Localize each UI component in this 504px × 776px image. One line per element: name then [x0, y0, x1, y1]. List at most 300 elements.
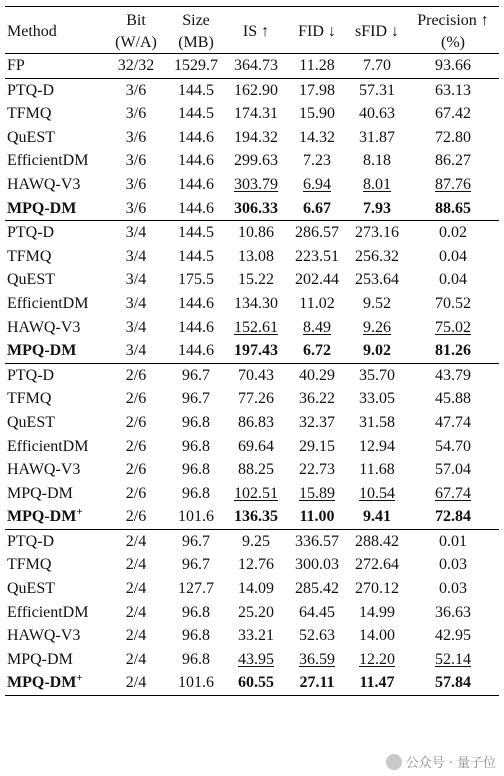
cell-is-text: 14.09: [238, 580, 274, 598]
cell-is: [225, 411, 287, 435]
cell-sfid-text: 273.16: [355, 224, 399, 242]
cell-fid-text: 11.28: [299, 57, 335, 74]
cell-method-text: EfficientDM: [7, 152, 89, 170]
cell-size-text: 144.6: [178, 175, 214, 193]
cell-is-text: 194.32: [234, 128, 278, 146]
cell-size-text: 1529.7: [174, 57, 218, 74]
cell-bit: [105, 102, 167, 126]
cell-sfid: [347, 221, 407, 245]
cell-is: [225, 505, 287, 529]
cell-sfid-text: 40.63: [359, 105, 395, 123]
cell-size-text: 96.8: [182, 484, 210, 502]
cell-sfid-text: 7.93: [363, 199, 391, 217]
table-row: [5, 577, 499, 601]
cell-precision-text: 81.26: [435, 342, 471, 360]
cell-is-text: 299.63: [234, 152, 278, 170]
cell-bit: [105, 482, 167, 506]
cell-bit-text: 3/4: [125, 271, 147, 289]
cell-fid: [287, 221, 347, 245]
cell-bit: [105, 387, 167, 411]
cell-fid-text: 300.03: [295, 556, 339, 574]
cell-size-text: 101.6: [178, 674, 214, 692]
header-row-1: [5, 7, 499, 32]
cell-precision-text: 0.04: [439, 247, 467, 265]
cell-bit-text: 3/6: [125, 152, 147, 170]
cell-fid: [287, 577, 347, 601]
cell-sfid: [347, 529, 407, 553]
cell-fid-text: 32.37: [299, 413, 335, 431]
cell-bit: [105, 149, 167, 173]
cell-precision-text: 0.04: [439, 271, 467, 289]
cell-sfid: [347, 624, 407, 648]
cell-fid: [287, 173, 347, 197]
header-precision: Precision ↑: [407, 7, 499, 32]
cell-is-text: 70.43: [238, 366, 274, 384]
cell-method-text: HAWQ-V3: [7, 175, 81, 193]
cell-bit: [105, 505, 167, 529]
cell-bit-text: 2/4: [125, 674, 147, 692]
cell-sfid-text: 270.12: [355, 580, 399, 598]
cell-sfid-text: 11.68: [359, 461, 395, 479]
cell-size: [167, 387, 225, 411]
cell-method: [5, 126, 105, 150]
cell-method: [5, 292, 105, 316]
cell-is: [225, 529, 287, 553]
cell-method: [5, 387, 105, 411]
cell-bit: [105, 529, 167, 553]
cell-precision: [407, 173, 499, 197]
cell-bit: [105, 411, 167, 435]
cell-sfid: [347, 601, 407, 625]
table-row: [5, 458, 499, 482]
header-size-unit: (MB): [178, 33, 214, 51]
cell-fid: [287, 339, 347, 363]
cell-precision-text: 57.84: [435, 674, 471, 692]
cell-fid-text: 17.98: [299, 81, 335, 99]
table-row: [5, 505, 499, 529]
cell-fid: [287, 624, 347, 648]
cell-bit-text: 2/6: [125, 413, 147, 431]
wechat-logo-icon: [386, 754, 402, 770]
cell-fid-text: 64.45: [299, 603, 335, 621]
cell-precision: [407, 292, 499, 316]
cell-is-text: 86.83: [238, 413, 274, 431]
cell-size-text: 144.6: [178, 199, 214, 217]
cell-method-text: QuEST: [7, 580, 55, 598]
cell-is: [225, 458, 287, 482]
cell-sfid: [347, 245, 407, 269]
cell-bit-text: 2/6: [125, 508, 147, 526]
cell-bit: [105, 553, 167, 577]
cell-method-text: TFMQ: [7, 105, 52, 123]
cell-method: [5, 78, 105, 102]
cell-bit-text: 3/4: [125, 247, 147, 265]
cell-size: [167, 624, 225, 648]
cell-is: [225, 78, 287, 102]
cell-precision: [407, 482, 499, 506]
cell-size: [167, 54, 225, 79]
cell-size: [167, 292, 225, 316]
cell-sfid: [347, 505, 407, 529]
cell-bit: [105, 245, 167, 269]
cell-fid-text: 285.42: [295, 580, 339, 598]
table-row: [5, 245, 499, 269]
method-superscript: +: [76, 506, 83, 519]
cell-is: [225, 435, 287, 459]
cell-fid: [287, 245, 347, 269]
cell-size-text: 144.5: [178, 105, 214, 123]
cell-bit-text: 3/4: [125, 224, 147, 242]
cell-method: [5, 458, 105, 482]
cell-precision: [407, 221, 499, 245]
cell-bit-text: 2/4: [125, 580, 147, 598]
watermark-text: 公众号 · 量子位: [405, 756, 496, 771]
cell-sfid-text: 272.64: [355, 556, 399, 574]
cell-is-text: 77.26: [238, 390, 274, 408]
cell-method: [5, 173, 105, 197]
cell-size-text: 96.8: [182, 650, 210, 668]
cell-is: [225, 102, 287, 126]
cell-sfid-text: 31.58: [359, 413, 395, 431]
cell-fid-text: 36.22: [299, 390, 335, 408]
cell-sfid: [347, 292, 407, 316]
cell-precision-text: 42.95: [435, 627, 471, 645]
cell-size: [167, 601, 225, 625]
cell-fid-text: 15.90: [299, 105, 335, 123]
cell-method-text: QuEST: [7, 413, 55, 431]
cell-precision-text: 52.14: [435, 650, 471, 668]
cell-method: [5, 435, 105, 459]
cell-size-text: 144.6: [178, 152, 214, 170]
cell-size-text: 175.5: [178, 271, 214, 289]
cell-precision-text: 54.70: [435, 437, 471, 455]
cell-method: [5, 363, 105, 387]
cell-is: [225, 54, 287, 79]
cell-bit: [105, 601, 167, 625]
cell-method-text: QuEST: [7, 128, 55, 146]
table-row: [5, 221, 499, 245]
cell-bit: [105, 363, 167, 387]
table-row: [5, 553, 499, 577]
cell-precision-text: 87.76: [435, 175, 471, 193]
cell-precision-text: 57.04: [435, 461, 471, 479]
cell-sfid: [347, 126, 407, 150]
table-row: [5, 435, 499, 459]
cell-is: [225, 363, 287, 387]
cell-fid-text: 29.15: [299, 437, 335, 455]
cell-size: [167, 245, 225, 269]
cell-precision: [407, 458, 499, 482]
cell-sfid-text: 10.54: [359, 484, 395, 502]
cell-sfid: [347, 54, 407, 79]
cell-precision-text: 67.74: [435, 484, 471, 502]
cell-fid: [287, 458, 347, 482]
cell-is: [225, 292, 287, 316]
cell-fid: [287, 411, 347, 435]
cell-method-text: HAWQ-V3: [7, 318, 81, 336]
table-row: [5, 316, 499, 340]
cell-size: [167, 149, 225, 173]
cell-method: [5, 268, 105, 292]
cell-precision-text: 0.03: [439, 556, 467, 574]
cell-method-text: PTQ-D: [7, 81, 55, 99]
cell-size-text: 96.7: [182, 556, 210, 574]
cell-sfid: [347, 577, 407, 601]
cell-sfid: [347, 411, 407, 435]
cell-size: [167, 458, 225, 482]
cell-sfid-text: 7.70: [363, 57, 391, 74]
cell-bit: [105, 316, 167, 340]
cell-fid-text: 40.29: [299, 366, 335, 384]
cell-is-text: 197.43: [234, 342, 278, 360]
cell-size: [167, 221, 225, 245]
cell-is: [225, 577, 287, 601]
cell-method-text: FP: [7, 57, 25, 74]
cell-size-text: 96.7: [182, 390, 210, 408]
cell-is: [225, 387, 287, 411]
table-row: [5, 601, 499, 625]
cell-method-text: PTQ-D: [7, 366, 55, 384]
cell-size: [167, 173, 225, 197]
cell-is: [225, 268, 287, 292]
cell-method-text: TFMQ: [7, 556, 52, 574]
header-fid: FID ↓: [287, 7, 347, 54]
header-method: Method: [5, 7, 105, 54]
cell-bit-text: 2/6: [125, 484, 147, 502]
cell-precision: [407, 505, 499, 529]
cell-size-text: 96.8: [182, 437, 210, 455]
cell-fid: [287, 648, 347, 672]
cell-bit-text: 3/4: [125, 294, 147, 312]
cell-is-text: 303.79: [234, 175, 278, 193]
cell-is-text: 25.20: [238, 603, 274, 621]
header-sfid: sFID ↓: [347, 7, 407, 54]
cell-fid: [287, 149, 347, 173]
cell-size-text: 96.8: [182, 627, 210, 645]
cell-fid: [287, 316, 347, 340]
cell-precision-text: 0.01: [439, 532, 467, 550]
cell-size: [167, 102, 225, 126]
header-bit: Bit: [105, 7, 167, 32]
cell-method-text: MPQ-DM: [7, 650, 73, 668]
cell-method: [5, 553, 105, 577]
cell-is-text: 15.22: [238, 271, 274, 289]
cell-bit-text: 2/6: [125, 366, 147, 384]
cell-is: [225, 482, 287, 506]
cell-method-text: MPQ-DM: [7, 342, 77, 360]
table-row: [5, 102, 499, 126]
table-row: [5, 149, 499, 173]
header-bit-unit: (W/A): [115, 33, 157, 51]
cell-fid: [287, 553, 347, 577]
cell-method: [5, 54, 105, 79]
cell-sfid: [347, 339, 407, 363]
cell-size: [167, 316, 225, 340]
cell-fid-text: 52.63: [299, 627, 335, 645]
cell-fid-text: 6.67: [303, 199, 331, 217]
cell-bit: [105, 624, 167, 648]
cell-method-text: PTQ-D: [7, 224, 55, 242]
cell-fid-text: 286.57: [295, 224, 339, 242]
cell-precision: [407, 577, 499, 601]
cell-sfid-text: 14.00: [359, 627, 395, 645]
cell-precision-text: 63.13: [435, 81, 471, 99]
cell-is: [225, 339, 287, 363]
cell-method: [5, 102, 105, 126]
cell-size: [167, 648, 225, 672]
cell-sfid-text: 9.02: [363, 342, 391, 360]
cell-bit-text: 2/6: [125, 390, 147, 408]
cell-method: [5, 245, 105, 269]
cell-method-text: HAWQ-V3: [7, 461, 81, 479]
cell-precision: [407, 197, 499, 221]
cell-precision-text: 93.66: [435, 57, 471, 74]
cell-bit: [105, 577, 167, 601]
cell-bit-text: 2/4: [125, 556, 147, 574]
cell-method-text: MPQ-DM: [7, 199, 77, 217]
cell-fid: [287, 671, 347, 695]
cell-size-text: 127.7: [178, 580, 214, 598]
cell-precision-text: 0.03: [439, 580, 467, 598]
cell-is: [225, 671, 287, 695]
cell-size-text: 96.8: [182, 413, 210, 431]
cell-precision-text: 86.27: [435, 152, 471, 170]
cell-bit-text: 3/4: [125, 342, 147, 360]
cell-bit-text: 3/4: [125, 318, 147, 336]
table-row: [5, 197, 499, 221]
cell-sfid-text: 8.18: [363, 152, 391, 170]
table-row: [5, 363, 499, 387]
table-row: [5, 126, 499, 150]
table-row: [5, 173, 499, 197]
cell-size-text: 101.6: [178, 508, 214, 526]
cell-sfid: [347, 173, 407, 197]
cell-size-text: 96.7: [182, 532, 210, 550]
cell-precision-text: 0.02: [439, 224, 467, 242]
cell-is-text: 134.30: [234, 294, 278, 312]
cell-sfid-text: 288.42: [355, 532, 399, 550]
cell-size: [167, 505, 225, 529]
cell-sfid: [347, 387, 407, 411]
cell-precision-text: 36.63: [435, 603, 471, 621]
cell-sfid: [347, 458, 407, 482]
cell-bit: [105, 221, 167, 245]
cell-bit: [105, 339, 167, 363]
cell-bit-text: 2/6: [125, 461, 147, 479]
watermark: [386, 752, 496, 771]
cell-method: [5, 339, 105, 363]
cell-sfid-text: 9.52: [363, 294, 391, 312]
table-row: [5, 339, 499, 363]
cell-precision-text: 45.88: [435, 390, 471, 408]
cell-fid: [287, 505, 347, 529]
cell-method: [5, 149, 105, 173]
cell-size-text: 144.5: [178, 247, 214, 265]
cell-precision-text: 72.80: [435, 128, 471, 146]
cell-method: [5, 529, 105, 553]
cell-is-text: 33.21: [238, 627, 274, 645]
cell-sfid: [347, 268, 407, 292]
cell-precision: [407, 624, 499, 648]
cell-fid-text: 11.00: [299, 508, 335, 526]
cell-size: [167, 268, 225, 292]
cell-fid: [287, 126, 347, 150]
cell-method: [5, 624, 105, 648]
cell-sfid: [347, 648, 407, 672]
cell-is-text: 69.64: [238, 437, 274, 455]
cell-size-text: 144.6: [178, 128, 214, 146]
cell-bit-text: 3/6: [125, 175, 147, 193]
cell-fid-text: 8.49: [303, 318, 331, 336]
cell-sfid-text: 253.64: [355, 271, 399, 289]
cell-sfid-text: 12.94: [359, 437, 395, 455]
cell-bit-text: 2/4: [125, 627, 147, 645]
cell-bit-text: 32/32: [117, 57, 155, 74]
cell-size: [167, 339, 225, 363]
cell-is-text: 136.35: [234, 508, 278, 526]
table-row: [5, 387, 499, 411]
cell-method: [5, 671, 105, 695]
cell-is-text: 88.25: [238, 461, 274, 479]
cell-is-text: 174.31: [234, 105, 278, 123]
results-table: [5, 6, 499, 696]
cell-size: [167, 363, 225, 387]
cell-size: [167, 435, 225, 459]
cell-precision-text: 88.65: [435, 199, 471, 217]
cell-fid: [287, 482, 347, 506]
cell-precision-text: 75.02: [435, 318, 471, 336]
cell-fid-text: 223.51: [295, 247, 339, 265]
cell-fid: [287, 268, 347, 292]
cell-sfid: [347, 149, 407, 173]
cell-size-text: 144.5: [178, 224, 214, 242]
cell-method: [5, 648, 105, 672]
cell-sfid: [347, 102, 407, 126]
cell-is: [225, 149, 287, 173]
cell-sfid-text: 256.32: [355, 247, 399, 265]
cell-method: [5, 411, 105, 435]
cell-bit: [105, 78, 167, 102]
header-size: Size: [167, 7, 225, 32]
cell-method-text: TFMQ: [7, 247, 52, 265]
cell-precision: [407, 78, 499, 102]
cell-sfid: [347, 671, 407, 695]
method-superscript: +: [76, 672, 83, 685]
cell-is: [225, 221, 287, 245]
cell-is: [225, 173, 287, 197]
cell-size: [167, 411, 225, 435]
cell-precision: [407, 411, 499, 435]
cell-precision: [407, 316, 499, 340]
table-row: [5, 411, 499, 435]
cell-precision: [407, 268, 499, 292]
cell-fid: [287, 529, 347, 553]
cell-size-text: 144.5: [178, 81, 214, 99]
cell-fid-text: 7.23: [303, 152, 331, 170]
cell-sfid: [347, 197, 407, 221]
table-row: [5, 292, 499, 316]
cell-sfid-text: 31.87: [359, 128, 395, 146]
cell-is-text: 162.90: [234, 81, 278, 99]
cell-fid: [287, 78, 347, 102]
cell-sfid: [347, 482, 407, 506]
cell-is: [225, 601, 287, 625]
cell-fid: [287, 102, 347, 126]
cell-size: [167, 197, 225, 221]
cell-is-text: 152.61: [234, 318, 278, 336]
cell-size-text: 144.6: [178, 294, 214, 312]
cell-bit-text: 3/6: [125, 105, 147, 123]
